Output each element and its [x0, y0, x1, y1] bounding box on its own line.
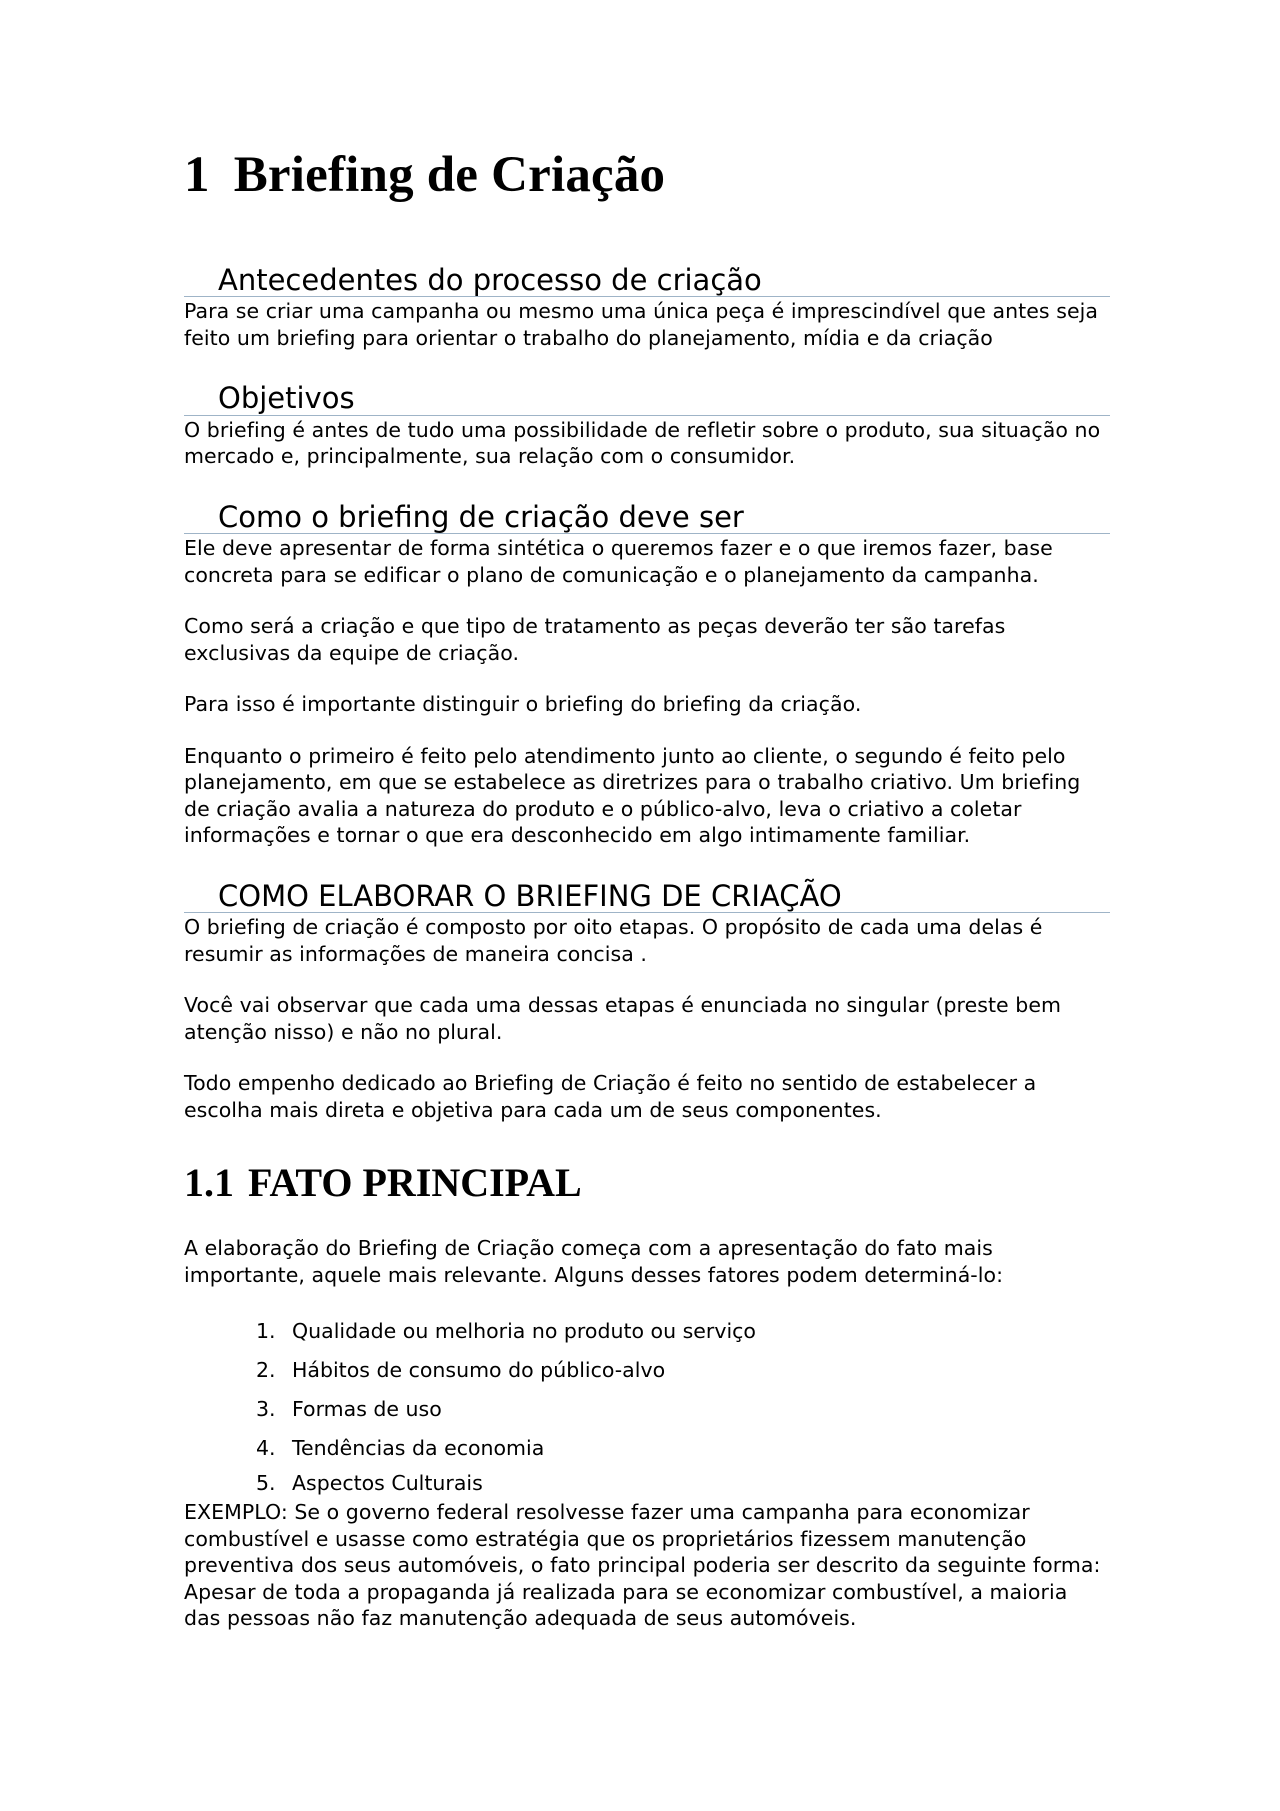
- example-paragraph: EXEMPLO: Se o governo federal resolvesse fazer uma campanha para economizar combustível e usasse como estratégia que os proprietários fizessem manutenção preventiva dos seus automóveis, o fato principal poderia ser descrito da seguinte forma: Apesar de toda a propaganda já realizada para se economizar combustível, a maioria das pessoas não faz manutenção adequada de seus automóveis.: [184, 1500, 1101, 1631]
- subsection-number: 1.1: [184, 1160, 234, 1206]
- list-item-text: Hábitos de consumo do público-alvo: [292, 1358, 666, 1383]
- list-item-number: 3.: [256, 1397, 276, 1422]
- paragraph: O briefing de criação é composto por oito etapas. O propósito de cada uma delas é resumir as informações de maneira concisa .: [184, 915, 1043, 966]
- subsection-intro: A elaboração do Briefing de Criação começa com a apresentação do fato mais importante, aquele mais relevante. Alguns desses fatores podem determiná-lo:: [184, 1236, 1004, 1287]
- list-item-number: 5.: [256, 1471, 276, 1496]
- section-como-deve-ser: [184, 499, 1110, 849]
- paragraph: Todo empenho dedicado ao Briefing de Criação é feito no sentido de estabelecer a escolha mais direta e objetiva para cada um de seus componentes.: [184, 1071, 1037, 1122]
- paragraph: Enquanto o primeiro é feito pelo atendimento junto ao cliente, o segundo é feito pelo planejamento, em que se estabelece as diretrizes para o trabalho criativo. Um briefing de criação avalia a natureza do produto e o público-alvo, leva o criativo a coletar informações e tornar o que era desconhecido em algo intimamente familiar.: [184, 743, 1081, 848]
- chapter-number: 1: [184, 147, 210, 203]
- list-item-number: 1.: [256, 1319, 276, 1344]
- section-antecedentes: [184, 265, 1110, 351]
- paragraph: O briefing é antes de tudo uma possibilidade de refletir sobre o produto, sua situação no mercado e, principalmente, sua relação com o consumidor.: [184, 417, 1101, 469]
- subsection-title: [184, 1160, 1110, 1206]
- factors-list: [184, 1312, 1110, 1498]
- list-item-number: 2.: [256, 1358, 276, 1383]
- list-item-text: Tendências da economia: [292, 1436, 545, 1461]
- document-page: [184, 147, 1110, 1632]
- paragraph: Para se criar uma campanha ou mesmo uma única peça é imprescindível que antes seja feito um briefing para orientar o trabalho do planejamento, mídia e da criação: [184, 299, 1098, 350]
- section-heading: COMO ELABORAR O BRIEFING DE CRIAÇÃO: [184, 881, 1110, 913]
- section-heading: Objetivos: [184, 383, 1110, 415]
- list-item-text: Qualidade ou melhoria no produto ou serviço: [292, 1319, 756, 1344]
- list-item: [256, 1351, 1110, 1390]
- section-heading: Antecedentes do processo de criação: [184, 265, 1110, 297]
- paragraph: Como será a criação e que tipo de tratamento as peças deverão ter são tarefas exclusivas da equipe de criação.: [184, 614, 1006, 665]
- list-item-number: 4.: [256, 1436, 276, 1461]
- list-item-text: Aspectos Culturais: [292, 1471, 483, 1496]
- section-objetivos: [184, 383, 1110, 469]
- paragraph: Você vai observar que cada uma dessas etapas é enunciada no singular (preste bem atenção nisso) e não no plural.: [184, 993, 1062, 1044]
- chapter-title: [184, 147, 1110, 203]
- list-item: [256, 1468, 1110, 1498]
- paragraph: Ele deve apresentar de forma sintética o queremos fazer e o que iremos fazer, base concreta para se edificar o plano de comunicação e o planejamento da campanha.: [184, 536, 1053, 587]
- chapter-title-text: Briefing de Criação: [233, 147, 666, 203]
- subsection-title-text: FATO PRINCIPAL: [248, 1160, 582, 1206]
- list-item-text: Formas de uso: [292, 1397, 442, 1422]
- list-item: [256, 1429, 1110, 1468]
- section-heading: Como o briefing de criação deve ser: [184, 502, 1110, 534]
- paragraph: Para isso é importante distinguir o briefing do briefing da criação.: [184, 692, 862, 717]
- section-como-elaborar: [184, 878, 1110, 1123]
- list-item: [256, 1312, 1110, 1351]
- list-item: [256, 1390, 1110, 1429]
